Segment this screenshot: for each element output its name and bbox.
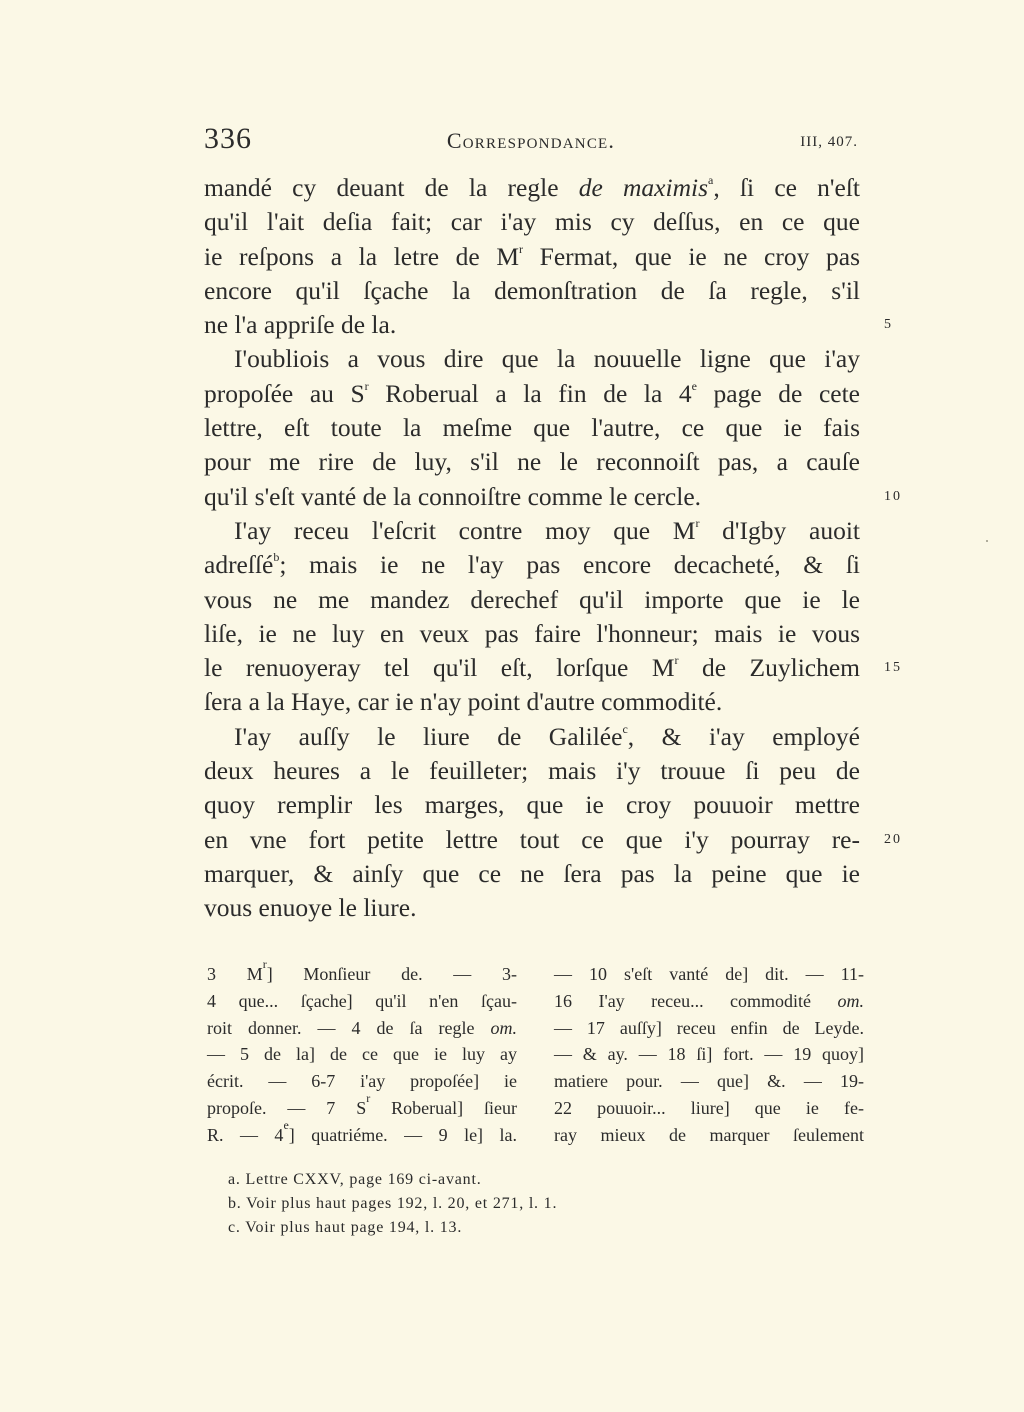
text-line: quoy remplir les marges, que ie croy pouuoir mettre: [204, 790, 860, 820]
text-line: qu'il s'eſt vanté de la connoiſtre comme le cercle. 10: [204, 480, 860, 514]
footnote: a. Lettre CXXV, page 169 ci-avant.: [228, 1171, 482, 1188]
variant-line: écrit. — 6-7 i'ay propoſée] ie: [207, 1071, 517, 1092]
variant-line: — 5 de la] de ce que ie luy ay: [207, 1044, 517, 1065]
variant-line: R. — 4e] quatriéme. — 9 le] la.: [207, 1117, 517, 1145]
line-number: 10: [884, 488, 902, 504]
text-line: encore qu'il ſçache la demonſtration de ſa regle, s'il: [204, 275, 860, 305]
text-line: ſera a la Haye, car ie n'ay point d'autre commodité.: [204, 687, 723, 717]
running-title: Correspondance.: [446, 128, 616, 153]
variant-line: 4 que... ſçache] qu'il n'en ſçau-: [207, 990, 517, 1011]
variant-line: propoſe. — 7 $S^r$ Roberual] ſieur: [207, 1090, 517, 1118]
text-line: ne l'a appriſe de la. 5: [204, 308, 860, 342]
text-line: propoſée au $S^r$ Roberual a la fin de la 4e page de cete: [204, 378, 860, 408]
footnote: b. Voir plus haut pages 192, l. 20, et 271, l. 1.: [228, 1195, 558, 1212]
text-line: pour me rire de luy, s'il ne le reconnoiſt pas, a cauſe: [204, 447, 860, 477]
variant-line: — 17 auſſy] receu enfin de Leyde.: [554, 1017, 864, 1038]
variants-right-column: [554, 961, 864, 1149]
text-line: ie reſpons a la letre de $M^r$ Fermat, que ie ne croy pas: [204, 241, 860, 271]
line-number: 15: [884, 660, 902, 676]
text-line: vous ne me mandez derechef qu'il importe que ie le: [204, 584, 860, 614]
text-line: vous enuoye le liure.: [204, 893, 417, 923]
footnotes: [228, 1168, 828, 1240]
text-line: I'ay auſſy le liure de Galilée$^c$, & i'ay employé: [234, 721, 861, 751]
text-line: deux heures a le feuilleter; mais i'y trouue ſi peu de: [204, 756, 860, 786]
variant-line: ray mieux de marquer ſeulement: [554, 1124, 864, 1145]
volume-reference: III, 407.: [800, 134, 858, 150]
text-line: lettre, eſt toute la meſme que l'autre, ce que ie fais: [204, 413, 860, 443]
variant-line: 3 $M^r$] Monſieur de. — 3-: [207, 957, 517, 984]
margin-speck: [986, 540, 988, 542]
text-line: qu'il l'ait deſia fait; car i'ay mis cy deſſus, en ce que: [204, 207, 860, 237]
text-line: I'ay receu l'eſcrit contre moy que $M^r$ d'Igby auoit: [234, 515, 861, 545]
line-number: 20: [884, 831, 902, 847]
text-line: en vne fort petite lettre tout ce que i'y pourray re- 20: [204, 823, 860, 857]
variant-line: 22 pouuoir... liure] que ie fe-: [554, 1097, 864, 1118]
variant-line: roit donner. — 4 de ſa regle om.: [207, 1017, 517, 1038]
text-line: le renuoyeray tel qu'il eſt, lorſque $M^r$ de Zuylichem 15: [204, 651, 860, 685]
text-line: mandé cy deuant de la regle de maximis$^a$, ſi ce n'eſt: [204, 173, 860, 202]
textual-variants: [207, 957, 864, 1151]
variant-line: matiere pour. — que] &. — 19-: [554, 1071, 864, 1092]
page-number: 336: [204, 122, 252, 155]
footnote: c. Voir plus haut page 194, l. 13.: [228, 1219, 463, 1236]
text-line: adreſſé$^b$; mais ie ne l'ay pas encore decacheté, & ſi: [204, 550, 860, 580]
variant-line: — 10 s'eſt vanté de] dit. — 11-: [554, 964, 864, 984]
text-line: liſe, ie ne luy en veux pas faire l'honneur; mais ie vous: [204, 618, 860, 648]
variant-line: 16 I'ay receu... commodité om.: [554, 990, 864, 1011]
running-head: [204, 122, 858, 162]
text-line: I'oubliois a vous dire que la nouuelle ligne que i'ay: [234, 344, 860, 374]
main-text: [204, 171, 902, 926]
text-line: marquer, & ainſy que ce ne ſera pas la peine que ie: [204, 858, 860, 888]
variants-left-column: [207, 957, 517, 1149]
line-number: 5: [884, 317, 893, 333]
variant-line: — & ay. — 18 ſi] fort. — 19 quoy]: [554, 1044, 864, 1065]
